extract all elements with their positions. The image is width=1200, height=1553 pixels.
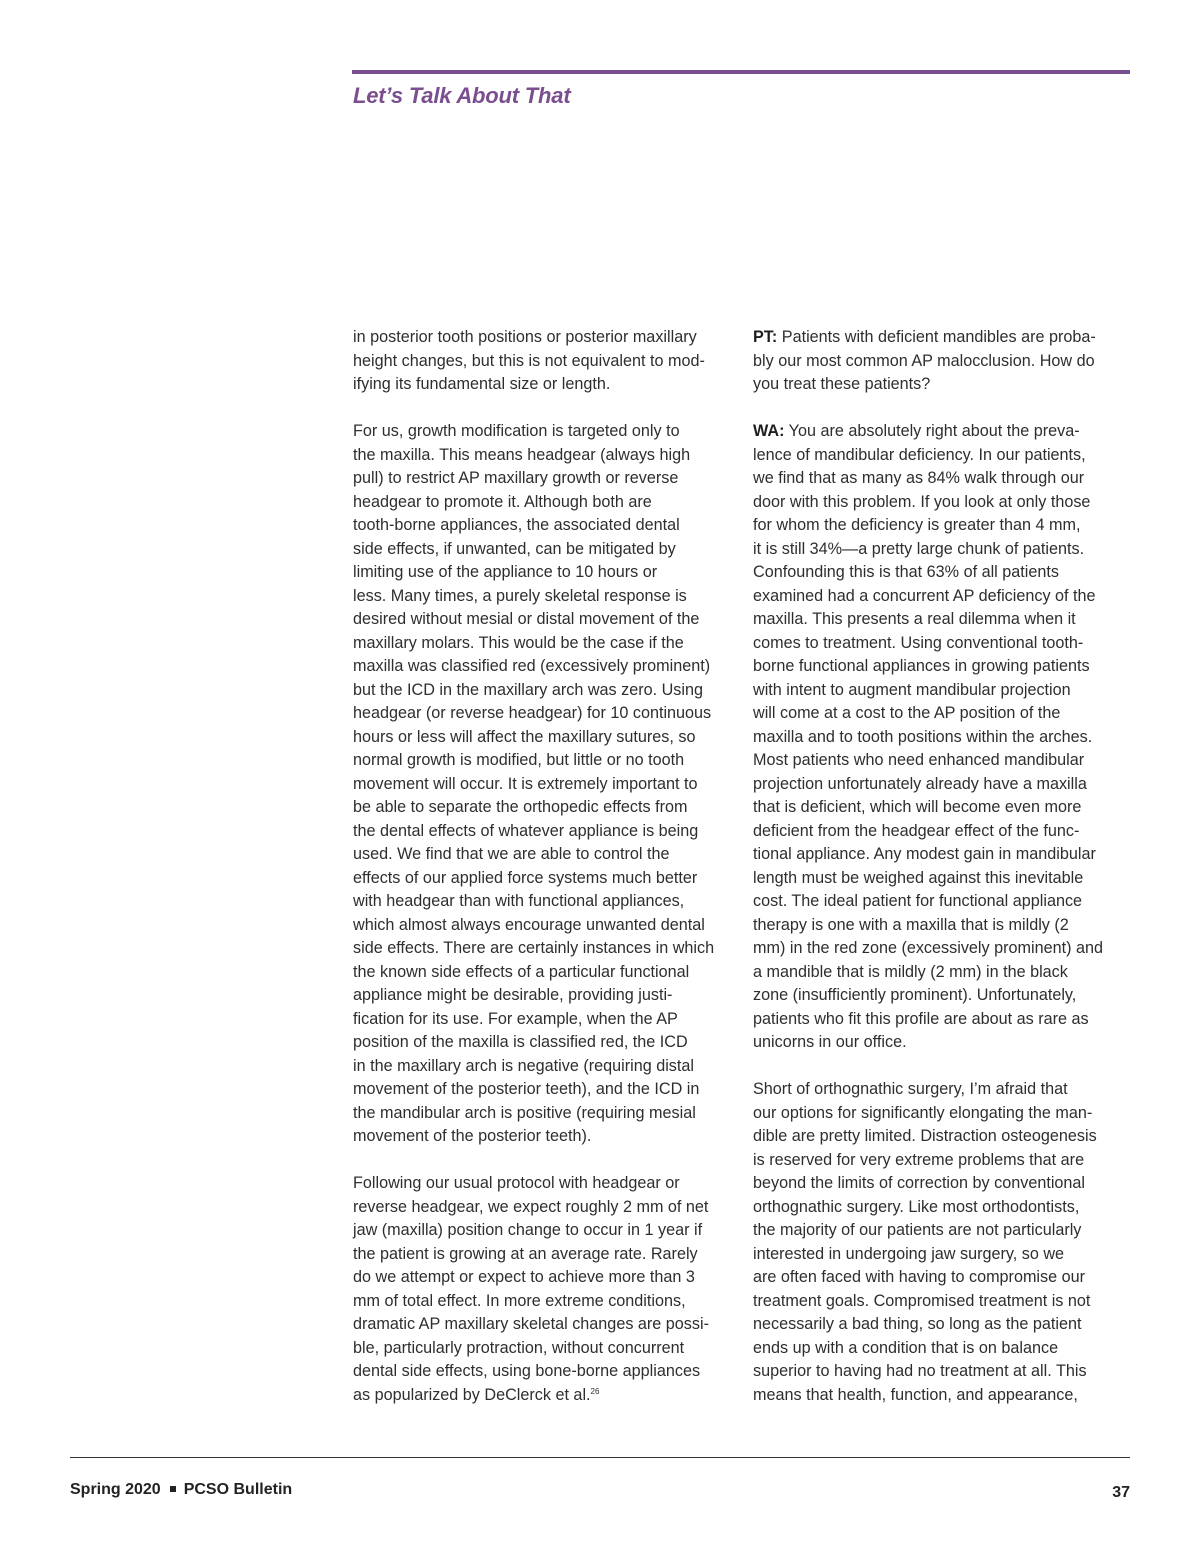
text-line: desired without mesial or distal movement of the <box>353 610 700 628</box>
text-line: bly our most common AP malocclusion. How do <box>753 351 1095 370</box>
footer-publication-name: PCSO Bulletin <box>183 1481 293 1498</box>
text-line: patients who fit this profile are about as rare as <box>753 1009 1089 1028</box>
right-column <box>753 326 1133 1431</box>
text-line: as popularized by DeClerck et al.$^{26}$ <box>353 1385 600 1404</box>
text-line: superior to having had no treatment at all. This <box>753 1362 1087 1380</box>
text-line: limiting use of the appliance to 10 hours or <box>353 563 658 581</box>
text-line: you treat these patients? <box>753 375 931 393</box>
text-line: maxilla. This presents a real dilemma when it <box>753 610 1076 628</box>
text-line: dible are pretty limited. Distraction osteogenesis <box>753 1127 1097 1145</box>
answer-paragraph <box>753 420 1133 1055</box>
footer-rule <box>70 1457 1130 1458</box>
text-line: our options for significantly elongating the man- <box>753 1103 1093 1122</box>
text-line: position of the maxilla is classified red, the ICD <box>353 1033 688 1051</box>
text-line: the dental effects of whatever appliance is being <box>353 821 699 840</box>
text-line: door with this problem. If you look at only those <box>753 492 1091 511</box>
text-line: zone (insufficiently prominent). Unfortunately, <box>753 986 1077 1004</box>
text-line: tional appliance. Any modest gain in mandibular <box>753 845 1096 863</box>
question-paragraph <box>753 326 1133 397</box>
text-line: less. Many times, a purely skeletal response is <box>353 586 687 605</box>
text-line: but the ICD in the maxillary arch was zero. Using <box>353 680 703 699</box>
text-line: appliance might be desirable, providing justi- <box>353 986 673 1004</box>
text-line: necessarily a bad thing, so long as the patient <box>753 1315 1082 1333</box>
text-line: ble, particularly protraction, without concurrent <box>353 1338 685 1357</box>
text-line: effects of our applied force systems much better <box>353 868 698 887</box>
text-line: we find that as many as 84% walk through our <box>753 469 1085 487</box>
text-line: pull) to restrict AP maxillary growth or reverse <box>353 469 679 487</box>
text-line: the mandibular arch is positive (requiring mesial <box>353 1103 696 1122</box>
text-line: PT: Patients with deficient mandibles are proba- <box>753 328 1096 346</box>
text-line: the patient is growing at an average rate. Rarely <box>353 1244 698 1263</box>
text-line: tooth-borne appliances, the associated dental <box>353 516 680 534</box>
left-column <box>353 326 735 1431</box>
text-line: side effects, if unwanted, can be mitigated by <box>353 539 676 558</box>
text-line: normal growth is modified, but little or no tooth <box>353 751 685 769</box>
text-line: headgear (or reverse headgear) for 10 continuous <box>353 704 712 722</box>
paragraph <box>353 420 735 1149</box>
text-line: height changes, but this is not equivalent to mod- <box>353 351 705 370</box>
text-line: reverse headgear, we expect roughly 2 mm of net <box>353 1197 709 1216</box>
text-line: fication for its use. For example, when the AP <box>353 1009 678 1028</box>
text-line: maxilla was classified red (excessively prominent) <box>353 657 711 675</box>
text-line: maxillary molars. This would be the case if the <box>353 633 684 652</box>
text-line: mm) in the red zone (excessively prominent) and <box>753 939 1103 957</box>
text-line: maxilla and to tooth positions within the arches. <box>753 727 1093 746</box>
text-line: used. We find that we are able to control the <box>353 845 670 863</box>
text-line: do we attempt or expect to achieve more than 3 <box>353 1268 695 1286</box>
text-line: deficient from the headgear effect of the func- <box>753 821 1080 840</box>
paragraph <box>753 1078 1133 1407</box>
text-line: interested in undergoing jaw surgery, so we <box>753 1244 1065 1263</box>
text-line: in posterior tooth positions or posterior maxillary <box>353 328 697 346</box>
paragraph <box>353 326 735 397</box>
paragraph <box>353 1172 735 1407</box>
text-line: lence of mandibular deficiency. In our patients, <box>753 445 1086 464</box>
footer-season: Spring 2020 <box>70 1481 161 1498</box>
text-line: the known side effects of a particular functional <box>353 962 690 981</box>
text-line: side effects. There are certainly instances in which <box>353 939 715 957</box>
text-line: be able to separate the orthopedic effects from <box>353 798 688 816</box>
text-line: cost. The ideal patient for functional appliance <box>753 892 1083 910</box>
header-rule <box>352 70 1130 74</box>
text-line: with headgear than with functional appliances, <box>353 892 685 910</box>
text-line: are often faced with having to compromise our <box>753 1268 1086 1286</box>
text-line: for whom the deficiency is greater than 4 mm, <box>753 516 1081 534</box>
text-line: For us, growth modification is targeted only to <box>353 422 680 440</box>
text-line: ifying its fundamental size or length. <box>353 375 611 393</box>
page-number: 37 <box>1112 1484 1130 1501</box>
text-line: the maxilla. This means headgear (always high <box>353 445 691 464</box>
text-line: unicorns in our office. <box>753 1033 907 1051</box>
text-line: with intent to augment mandibular projection <box>753 680 1071 699</box>
text-line: dramatic AP maxillary skeletal changes are possi- <box>353 1315 709 1333</box>
text-line: movement of the posterior teeth), and the ICD in <box>353 1080 700 1098</box>
text-line: mm of total effect. In more extreme conditions, <box>353 1291 686 1310</box>
section-title: Let’s Talk About That <box>353 83 571 108</box>
text-line: length must be weighed against this inevitable <box>753 868 1084 887</box>
text-line: that is deficient, which will become even more <box>753 798 1082 816</box>
text-line: the majority of our patients are not particularly <box>753 1221 1082 1239</box>
text-line: borne functional appliances in growing patients <box>753 657 1090 675</box>
text-line: a mandible that is mildly (2 mm) in the black <box>753 962 1068 981</box>
text-line: movement of the posterior teeth). <box>353 1127 592 1145</box>
text-line: which almost always encourage unwanted dental <box>353 915 705 934</box>
text-line: comes to treatment. Using conventional tooth- <box>753 633 1084 652</box>
text-line: means that health, function, and appearance, <box>753 1385 1078 1404</box>
speaker-label: WA: <box>753 422 785 440</box>
text-line: orthognathic surgery. Like most orthodontists, <box>753 1197 1080 1216</box>
text-line: dental side effects, using bone-borne appliances <box>353 1362 701 1380</box>
square-bullet-icon <box>170 1486 176 1492</box>
text-line: beyond the limits of correction by conventional <box>753 1174 1086 1192</box>
text-line: will come at a cost to the AP position of the <box>753 704 1061 722</box>
text-line: headgear to promote it. Although both are <box>353 492 652 511</box>
text-line: it is still 34%—a pretty large chunk of patients. <box>753 539 1085 558</box>
text-line: movement will occur. It is extremely important to <box>353 774 698 793</box>
text-line: therapy is one with a maxilla that is mildly (2 <box>753 915 1069 934</box>
reference-superscript: 26 <box>590 1386 600 1396</box>
text-line: ends up with a condition that is on balance <box>753 1338 1059 1357</box>
text-line: Confounding this is that 63% of all patients <box>753 563 1059 581</box>
text-line: examined had a concurrent AP deficiency of the <box>753 586 1096 605</box>
text-line: projection unfortunately already have a maxilla <box>753 774 1087 793</box>
text-line: Short of orthognathic surgery, I’m afraid that <box>753 1080 1068 1098</box>
text-line: hours or less will affect the maxillary sutures, so <box>353 727 696 746</box>
text-line: is reserved for very extreme problems that are <box>753 1150 1085 1169</box>
text-line: in the maxillary arch is negative (requiring distal <box>353 1056 694 1075</box>
text-line: WA: You are absolutely right about the preva- <box>753 422 1080 440</box>
text-line: Following our usual protocol with headgear or <box>353 1174 680 1192</box>
text-line: Most patients who need enhanced mandibular <box>753 751 1085 769</box>
text-line: jaw (maxilla) position change to occur in 1 year if <box>353 1221 703 1239</box>
footer-publication <box>70 1481 292 1499</box>
text-line: treatment goals. Compromised treatment is not <box>753 1291 1091 1310</box>
speaker-label: PT: <box>753 328 778 346</box>
